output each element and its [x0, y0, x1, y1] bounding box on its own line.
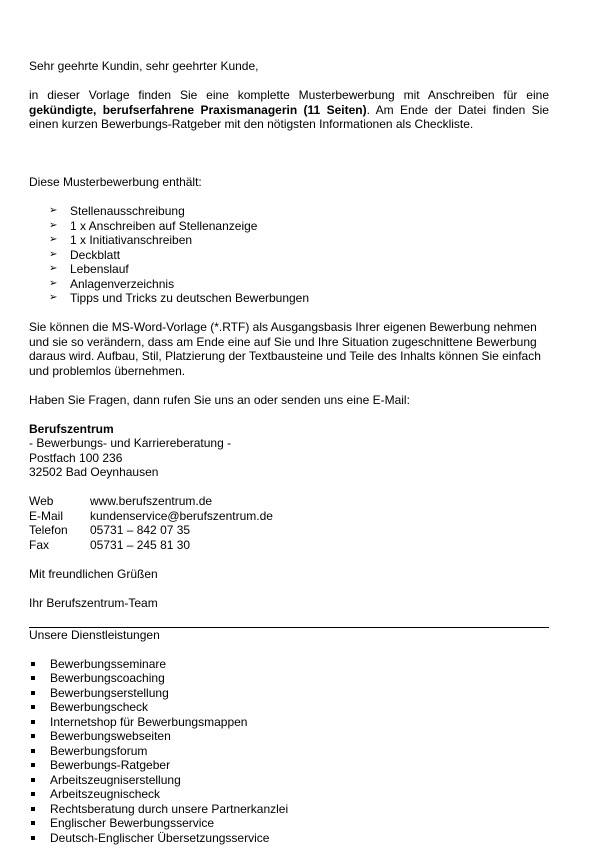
contact-label: Telefon	[29, 523, 68, 537]
square-bullet-icon	[31, 836, 35, 840]
list-item: Arbeitszeugnischeck	[29, 787, 549, 802]
contact-label: Web	[29, 494, 54, 508]
intro-text-start: in dieser Vorlage finden Sie eine komplette Musterbewerbung mit Anschreiben für eine	[29, 88, 549, 102]
arrow-bullet-icon: ➢	[49, 205, 58, 216]
contact-phone	[29, 523, 549, 538]
services-list	[29, 657, 549, 846]
usage-paragraph: Sie können die MS-Word-Vorlage (*.RTF) als Ausgangsbasis Ihrer eigenen Bewerbung nehmen und sie so verändern, dass am Ende eine auf Sie und Ihre Situation zugeschnittene Bewerbung daraus wird. Aufbau, Stil, Platzierung der Textbausteine und Teile des Inhalts können Sie einfach und problemlos übernehmen.	[29, 320, 541, 378]
company-subtitle: - Bewerbungs- und Karriereberatung -	[29, 436, 232, 450]
square-bullet-icon	[31, 705, 35, 709]
list-item: ➢ 1 x Anschreiben auf Stellenanzeige	[49, 218, 258, 233]
list-item: Bewerbungs-Ratgeber	[29, 758, 549, 773]
intro-text-end: . Am Ende der Datei finden Sie einen kurzen Bewerbungs-Ratgeber mit den nötigsten Informationen als Checkliste.	[29, 102, 549, 131]
list-item: ➢ Anlagenverzeichnis	[49, 276, 175, 291]
list-item: Bewerbungserstellung	[29, 686, 549, 701]
signature: Ihr Berufszentrum-Team	[29, 595, 158, 610]
list-item: ➢ 1 x Initiativanschreiben	[49, 233, 193, 247]
contact-value: 05731 – 842 07 35	[90, 523, 191, 537]
questions-paragraph: Haben Sie Fragen, dann rufen Sie uns an oder senden uns eine E-Mail:	[29, 392, 410, 407]
list-item: Internetshop für Bewerbungsmappen	[29, 715, 549, 730]
list-item: Bewerbungscoaching	[29, 671, 549, 686]
services-heading: Unsere Dienstleistungen	[29, 627, 160, 642]
square-bullet-icon	[31, 792, 35, 796]
square-bullet-icon	[31, 734, 35, 738]
company-address-line1: Postfach 100 236	[29, 450, 123, 465]
contact-value: 05731 – 245 81 30	[90, 537, 191, 552]
arrow-bullet-icon: ➢	[49, 263, 58, 274]
square-bullet-icon	[31, 778, 35, 782]
arrow-bullet-icon: ➢	[49, 234, 58, 245]
intro-highlight: gekündigte, berufserfahrene Praxismanagerin (11 Seiten)	[29, 102, 367, 117]
list-item: ➢ Deckblatt	[49, 247, 121, 262]
arrow-bullet-icon: ➢	[49, 277, 58, 289]
greeting: Sehr geehrte Kundin, sehr geehrter Kunde,	[29, 59, 259, 73]
list-item: Englischer Bewerbungsservice	[29, 816, 549, 831]
list-item: Bewerbungsseminare	[29, 657, 549, 672]
arrow-bullet-icon: ➢	[49, 248, 58, 260]
contact-web	[29, 494, 549, 509]
intro-paragraph	[29, 88, 549, 132]
list-item: Bewerbungscheck	[29, 700, 549, 715]
contact-fax	[29, 538, 549, 553]
company-address-line2: 32502 Bad Oeynhausen	[29, 465, 159, 479]
contact-web-link[interactable]: www.berufszentrum.de	[90, 494, 213, 508]
closing: Mit freundlichen Grüßen	[29, 566, 158, 581]
square-bullet-icon	[31, 720, 35, 724]
arrow-bullet-icon: ➢	[49, 219, 58, 231]
list-item: Deutsch-Englischer Übersetzungsservice	[29, 831, 549, 846]
contact-email-link[interactable]: kundenservice@berufszentrum.de	[90, 508, 273, 523]
list-item: ➢ Lebenslauf	[49, 262, 129, 276]
document-page	[29, 59, 549, 845]
square-bullet-icon	[31, 821, 35, 825]
square-bullet-icon	[31, 807, 35, 811]
list-item: ➢ Tipps und Tricks zu deutschen Bewerbungen	[49, 291, 310, 305]
contact-email	[29, 509, 549, 524]
contents-list	[29, 204, 549, 306]
square-bullet-icon	[31, 676, 35, 680]
list-item: Bewerbungsforum	[29, 744, 549, 759]
company-name: Berufszentrum	[29, 421, 114, 436]
list-item: Arbeitszeugniserstellung	[29, 773, 549, 788]
contact-label: E-Mail	[29, 508, 64, 523]
list-item: Rechtsberatung durch unsere Partnerkanzlei	[29, 802, 549, 817]
arrow-bullet-icon: ➢	[49, 292, 58, 303]
square-bullet-icon	[31, 691, 35, 695]
contents-heading: Diese Musterbewerbung enthält:	[29, 175, 202, 189]
square-bullet-icon	[31, 662, 35, 666]
list-item: ➢ Stellenausschreibung	[49, 204, 185, 218]
list-item: Bewerbungswebseiten	[29, 729, 549, 744]
square-bullet-icon	[31, 763, 35, 767]
contact-label: Fax	[29, 537, 50, 552]
square-bullet-icon	[31, 749, 35, 753]
